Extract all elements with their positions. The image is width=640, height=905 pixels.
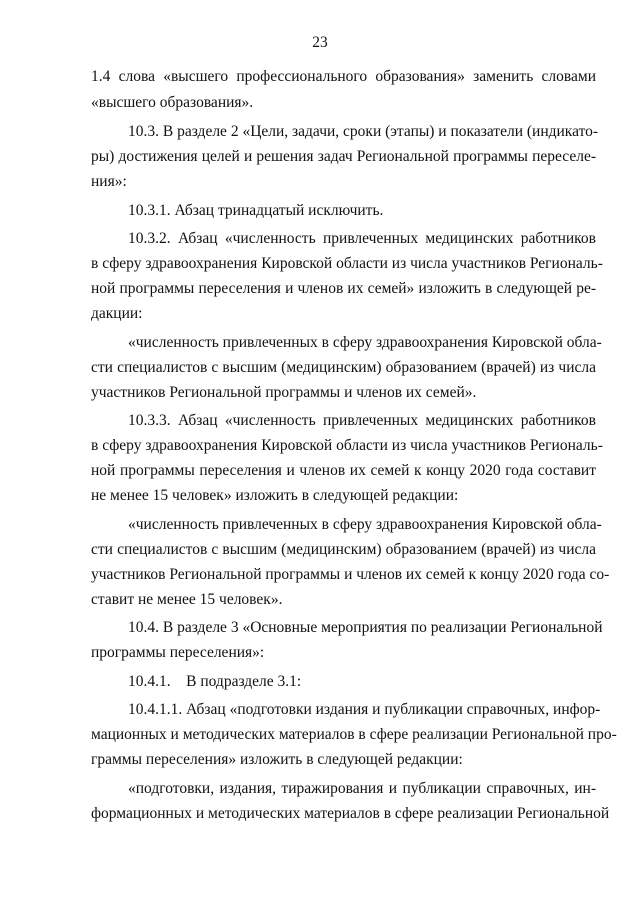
text-line: мационных и методических материалов в сфере реализации Региональной про- xyxy=(91,726,617,743)
text-line: не менее 15 человек» изложить в следующей редакции: xyxy=(91,487,459,504)
text-line: ния»: xyxy=(91,173,127,190)
text-line: 10.3.1. Абзац тринадцатый исключить. xyxy=(128,202,384,219)
text-line: 10.4. В разделе 3 «Основные мероприятия по реализации Региональной xyxy=(128,619,603,636)
text-line: «высшего образования». xyxy=(91,94,254,111)
text-line: участников Региональной программы и членов их семей». xyxy=(91,384,477,401)
page-number: 23 xyxy=(312,34,328,51)
text-line: дакции: xyxy=(91,305,143,322)
text-line: 10.3. В разделе 2 «Цели, задачи, сроки (этапы) и показатели (индикато- xyxy=(128,123,599,140)
text-line: ставит не менее 15 человек». xyxy=(91,591,283,608)
text-line: 10.4.1.1. Абзац «подготовки издания и публикации справочных, инфор- xyxy=(128,701,601,718)
text-line: сти специалистов с высшим (медицинским) образованием (врачей) из числа xyxy=(91,541,596,558)
text-line: участников Региональной программы и членов их семей к концу 2020 года со- xyxy=(91,566,610,583)
text-line: 10.4.1. В подразделе 3.1: xyxy=(128,673,302,690)
text-line: формационных и методических материалов в сфере реализации Региональной xyxy=(91,805,610,822)
text-line: в сферу здравоохранения Кировской области из числа участников Региональ- xyxy=(91,437,603,454)
text-line: ной программы переселения и членов их семей к концу 2020 года составит xyxy=(91,462,596,479)
text-line: «численность привлеченных в сферу здравоохранения Кировской обла- xyxy=(128,334,602,351)
text-line: 10.3.2. Абзац «численность привлеченных медицинских работников xyxy=(128,230,596,247)
text-line: программы переселения»: xyxy=(91,644,265,661)
text-line: 1.4 слова «высшего профессионального образования» заменить словами xyxy=(91,68,596,85)
text-line: граммы переселения» изложить в следующей редакции: xyxy=(91,751,463,768)
text-line: сти специалистов с высшим (медицинским) образованием (врачей) из числа xyxy=(91,359,596,376)
text-line: в сферу здравоохранения Кировской области из числа участников Региональ- xyxy=(91,255,603,272)
text-line: 10.3.3. Абзац «численность привлеченных медицинских работников xyxy=(128,412,596,429)
text-line: ной программы переселения и членов их семей» изложить в следующей ре- xyxy=(91,280,596,297)
text-line: «подготовки, издания, тиражирования и публикации справочных, ин- xyxy=(128,780,596,797)
text-line: ры) достижения целей и решения задач Региональной программы переселе- xyxy=(91,148,596,165)
text-line: «численность привлеченных в сферу здравоохранения Кировской обла- xyxy=(128,516,602,533)
